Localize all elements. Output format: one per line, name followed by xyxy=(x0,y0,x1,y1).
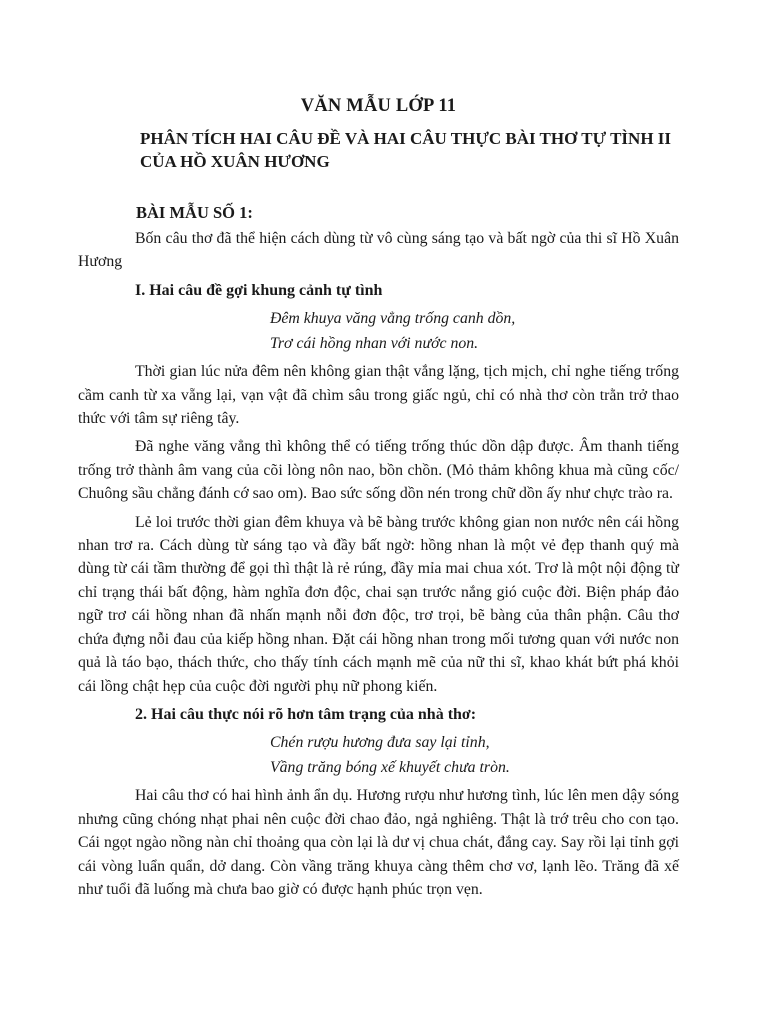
poem-line: Trơ cái hồng nhan với nước non. xyxy=(270,335,479,353)
section1-heading: I. Hai câu đề gợi khung cảnh tự tình xyxy=(135,281,383,299)
sample-heading: BÀI MẪU SỐ 1: xyxy=(136,203,253,222)
poem-line: Vầng trăng bóng xế khuyết chưa tròn. xyxy=(270,759,510,777)
document-page xyxy=(78,96,679,906)
poem-line: Chén rượu hương đưa say lại tỉnh, xyxy=(270,734,490,752)
section2-poem xyxy=(270,730,679,780)
section1-paragraph: Lẻ loi trước thời gian đêm khuya và bẽ bàng trước không gian non nước nên cái hồng nhan trơ ra. Cách dùng từ sáng tạo và đầy bất ngờ: hồng nhan là một vẻ đẹp thanh quý mà dùng từ cái tầm thường để gọi thì thật là rẻ rúng, đầy mỉa mai chua xót. Trơ là một nội động từ chỉ trạng thái bất động, hàm nghĩa đơn độc, chai sạn trước nắng gió cuộc đời. Biện pháp đảo ngữ trơ cái hồng nhan đã nhấn mạnh nỗi đơn độc, trơ trọi, bẽ bàng của thân phận. Câu thơ chứa đựng nỗi đau của kiếp hồng nhan. Đặt cái hồng nhan trong mối tương quan với nước non quả là táo bạo, thách thức, cho thấy tính cách mạnh mẽ của nữ thi sĩ, khao khát bứt phá khỏi cái lồng chật hẹp của cuộc đời người phụ nữ phong kiến. xyxy=(78,513,679,695)
section1-poem xyxy=(270,306,679,356)
document-title: VĂN MẪU LỚP 11 xyxy=(300,96,457,116)
section2-heading: 2. Hai câu thực nói rõ hơn tâm trạng của nhà thơ: xyxy=(135,705,477,723)
section2-paragraph: Hai câu thơ có hai hình ảnh ẩn dụ. Hương rượu như hương tình, lúc lên men dậy sóng nhưng cũng chóng nhạt phai nên cuộc đời chao đảo, ngả nghiêng. Thật là trớ trêu cho con tạo. Cái ngọt ngào nồng nàn chỉ thoảng qua còn lại là dư vị chua chát, đắng cay. Say rồi lại tỉnh gợi cái vòng luẩn quẩn, dở dang. Còn vầng trăng khuya càng thêm chơ vơ, lạnh lẽo. Trăng đã xế như tuổi đã luống mà chưa bao giờ có được hạnh phúc trọn vẹn. xyxy=(78,787,679,898)
document-subtitle: PHÂN TÍCH HAI CÂU ĐỀ VÀ HAI CÂU THỰC BÀI THƠ TỰ TÌNH II CỦA HỒ XUÂN HƯƠNG xyxy=(140,129,672,171)
poem-line: Đêm khuya văng vẳng trống canh dồn, xyxy=(270,310,516,328)
section1-paragraph: Thời gian lúc nửa đêm nên không gian thật vắng lặng, tịch mịch, chỉ nghe tiếng trống cầm canh từ xa vẵng lại, vạn vật đã chìm sâu trong giấc ngủ, chỉ có nhà thơ còn trằn trở thao thức với tâm sự riêng tây. xyxy=(78,363,679,428)
section1-paragraph: Đã nghe văng vẳng thì không thể có tiếng trống thúc dồn dập được. Âm thanh tiếng trống trở thành âm vang của cõi lòng nôn nao, bồn chồn. (Mỏ thảm không khua mà cũng cốc/ Chuông sầu chẳng đánh cớ sao om). Bao sức sống dồn nén trong chữ dồn ấy như chực trào ra. xyxy=(78,438,679,503)
intro-paragraph: Bốn câu thơ đã thể hiện cách dùng từ vô cùng sáng tạo và bất ngờ của thi sĩ Hồ Xuân Hương xyxy=(78,230,679,271)
